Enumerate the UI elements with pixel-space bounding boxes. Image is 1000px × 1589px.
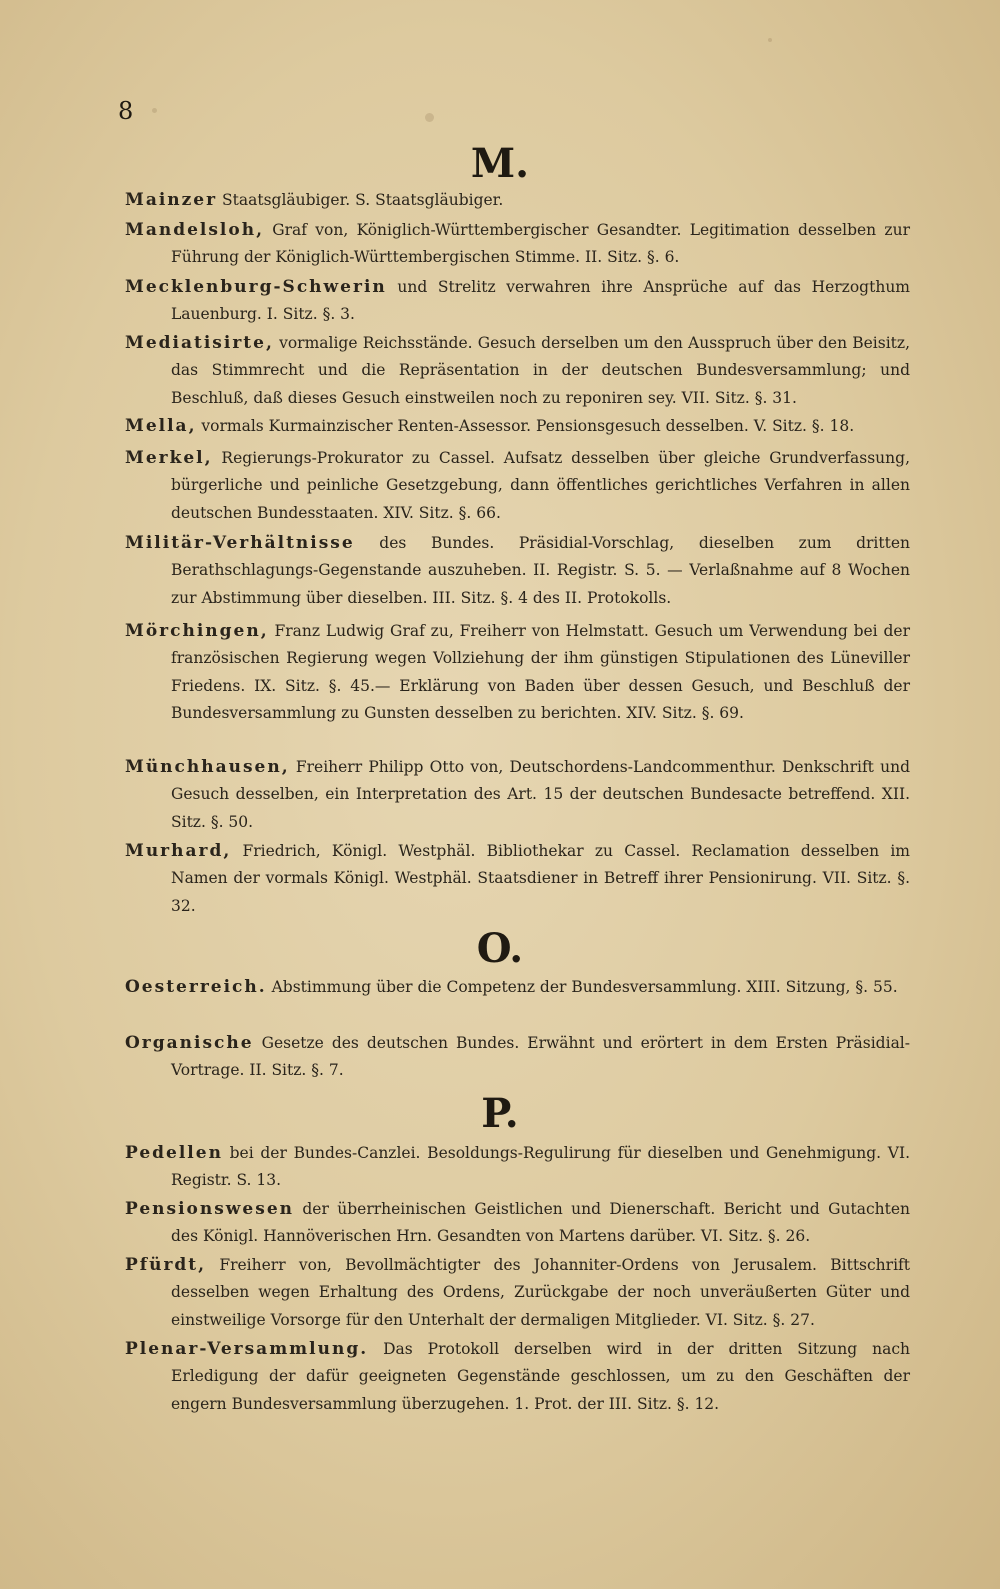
- entry-text: der überrheinischen Geistlichen und Dienerschaft. Bericht und Gutachten des Königl. Hannöverischen Hrn. Gesandten von Martens darüber. VI. Sitz. §. 26.: [171, 1200, 910, 1246]
- entry-headword: Mediatisirte,: [125, 333, 274, 353]
- entry-headword: Mella,: [125, 416, 197, 436]
- index-entry: [125, 838, 910, 920]
- index-entry: [125, 1140, 910, 1195]
- entry-headword: Mainzer: [125, 190, 218, 210]
- entry-headword: Organische: [125, 1033, 254, 1053]
- paper-stain: [425, 113, 434, 122]
- section-heading-m: M.: [470, 140, 530, 187]
- entry-text: Graf von, Königlich-Württembergischer Gesandter. Legitimation desselben zur Führung der Königlich-Württembergischen Stimme. II. Sitz. §. 6.: [171, 221, 910, 267]
- entry-headword: Mecklenburg-Schwerin: [125, 277, 387, 297]
- index-entry: [125, 1030, 910, 1085]
- section-heading-o: O.: [476, 925, 524, 972]
- index-entry: [125, 618, 910, 728]
- entry-headword: Pensionswesen: [125, 1199, 294, 1219]
- index-entry: [125, 974, 910, 1001]
- entry-text: Gesetze des deutschen Bundes. Erwähnt und erörtert in dem Ersten Präsidial-Vortrage. II. Sitz. §. 7.: [171, 1034, 910, 1080]
- index-entry: [125, 217, 910, 272]
- entry-text: Regierungs-Prokurator zu Cassel. Aufsatz desselben über gleiche Grundverfassung, bürgerliche und peinliche Gesetzgebung, dann öffentliches gerichtliches Verfahren in allen deutschen Bundesstaaten. XIV. Sitz. §. 66.: [171, 449, 910, 522]
- index-entry: [125, 187, 910, 214]
- entry-headword: Mörchingen,: [125, 621, 269, 641]
- entry-text: Abstimmung über die Competenz der Bundesversammlung. XIII. Sitzung, §. 55.: [266, 978, 898, 996]
- entry-headword: Murhard,: [125, 841, 232, 861]
- page-number: 8: [118, 97, 134, 125]
- entry-headword: Plenar-Versammlung.: [125, 1339, 369, 1359]
- entry-text: des Bundes. Präsidial-Vorschlag, dieselben zum dritten Berathschlagungs-Gegenstande auszuheben. II. Registr. S. 5. — Verlaßnahme auf 8 Wochen zur Abstimmung über dieselben. III. Sitz. §. 4 des II. Protokolls.: [171, 534, 910, 607]
- index-entry: [125, 754, 910, 836]
- entry-text: und Strelitz verwahren ihre Ansprüche auf das Herzogthum Lauenburg. I. Sitz. §. 3.: [171, 278, 910, 324]
- entry-text: Staatsgläubiger. S. Staatsgläubiger.: [217, 191, 504, 209]
- entry-text: Friedrich, Königl. Westphäl. Bibliothekar zu Cassel. Reclamation desselben im Namen der vormals Königl. Westphäl. Staatsdiener in Betreff ihrer Pensionirung. VII. Sitz. §. 32.: [171, 842, 910, 915]
- index-entry: [125, 445, 910, 527]
- entry-text: Freiherr von, Bevollmächtigter des Johanniter-Ordens von Jerusalem. Bittschrift desselben wegen Erhaltung des Ordens, Zurückgabe der noch unveräußerten Güter und einstweilige Vorsorge für den Unterhalt der dermaligen Mitglieder. VI. Sitz. §. 27.: [171, 1256, 910, 1329]
- paper-stain: [768, 38, 772, 42]
- index-entry: [125, 530, 910, 612]
- entry-headword: Pfürdt,: [125, 1255, 207, 1275]
- index-entry: [125, 274, 910, 329]
- index-entry: [125, 1252, 910, 1334]
- index-entry: [125, 413, 910, 440]
- index-entry: [125, 1196, 910, 1251]
- entry-headword: Militär-Verhältnisse: [125, 533, 355, 553]
- entry-headword: Mandelsloh,: [125, 220, 264, 240]
- index-entry: [125, 330, 910, 412]
- entry-text: vormalige Reichsstände. Gesuch derselben um den Ausspruch über den Beisitz, das Stimmrecht und die Repräsentation in der deutschen Bundesversammlung; und Beschluß, daß dieses Gesuch einstweilen noch zu reponiren sey. VII. Sitz. §. 31.: [171, 334, 910, 407]
- entry-text: Freiherr Philipp Otto von, Deutschordens-Landcommenthur. Denkschrift und Gesuch desselben, ein Interpretation des Art. 15 der deutschen Bundesacte betreffend. XII. Sitz. §. 50.: [171, 758, 910, 831]
- entry-headword: Pedellen: [125, 1143, 223, 1163]
- index-entry: [125, 1336, 910, 1418]
- entry-text: bei der Bundes-Canzlei. Besoldungs-Regulirung für dieselben und Genehmigung. VI. Registr. S. 13.: [171, 1144, 910, 1190]
- paper-stain: [152, 108, 157, 113]
- entry-headword: Münchhausen,: [125, 757, 290, 777]
- entry-text: vormals Kurmainzischer Renten-Assessor. Pensionsgesuch desselben. V. Sitz. §. 18.: [196, 417, 855, 435]
- entry-text: Das Protokoll derselben wird in der dritten Sitzung nach Erledigung der dafür geeigneten Gegenstände geschlossen, um zu den Geschäften der engern Bundesversammlung überzugehen. 1. Prot. der III. Sitz. §. 12.: [171, 1340, 910, 1413]
- entry-headword: Oesterreich.: [125, 977, 267, 997]
- entry-text: Franz Ludwig Graf zu, Freiherr von Helmstatt. Gesuch um Verwendung bei der französischen Regierung wegen Vollziehung der ihm günstigen Stipulationen des Lüneviller Friedens. IX. Sitz. §. 45.— Erklärung von Baden über dessen Gesuch, und Beschluß der Bundesversammlung zu Gunsten desselben zu berichten. XIV. Sitz. §. 69.: [171, 622, 910, 723]
- section-heading-p: P.: [481, 1090, 519, 1137]
- entry-headword: Merkel,: [125, 448, 213, 468]
